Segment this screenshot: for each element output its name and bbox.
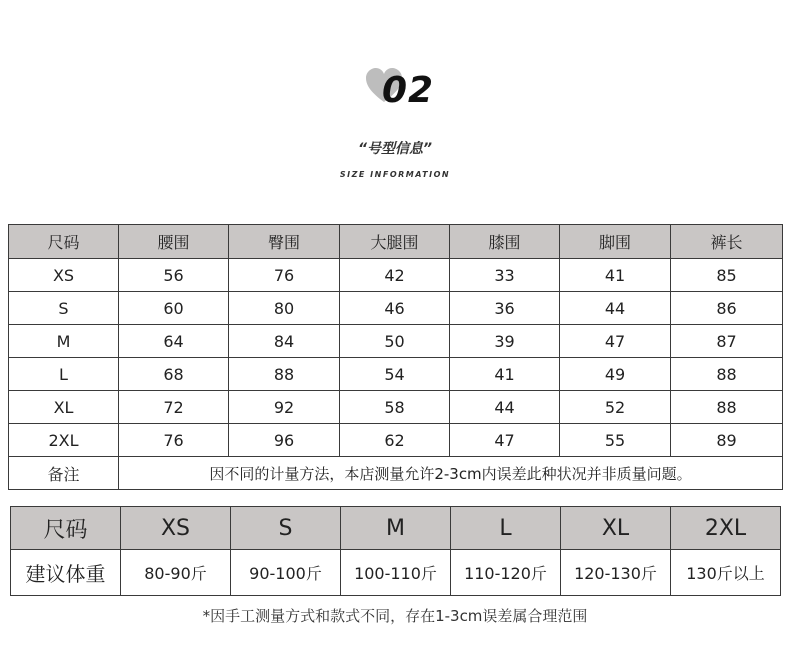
footnote: *因手工测量方式和款式不同，存在1-3cm误差属合理范围 <box>202 607 588 625</box>
table-cell: 88 <box>671 358 783 391</box>
table-cell: 56 <box>119 259 229 292</box>
header-cell: 脚围 <box>560 225 671 259</box>
table-cell: 76 <box>119 424 229 457</box>
table-cell: 88 <box>229 358 340 391</box>
table-cell: XS <box>9 259 119 292</box>
table-cell: XL <box>9 391 119 424</box>
table-row <box>9 325 783 358</box>
table-cell: 100-110斤 <box>341 550 451 596</box>
table-cell: 89 <box>671 424 783 457</box>
table-cell: 58 <box>340 391 450 424</box>
table-cell: 44 <box>450 391 560 424</box>
note-row <box>9 457 783 490</box>
table-cell: 62 <box>340 424 450 457</box>
header-cell: 2XL <box>671 507 781 550</box>
table-cell: 120-130斤 <box>561 550 671 596</box>
table-cell: 86 <box>671 292 783 325</box>
table-cell: 90-100斤 <box>231 550 341 596</box>
table-row <box>9 358 783 391</box>
table-cell: 80 <box>229 292 340 325</box>
table-cell: 72 <box>119 391 229 424</box>
section-subtitle-en: SIZE INFORMATION <box>339 170 451 179</box>
table-cell: 41 <box>450 358 560 391</box>
table-cell: M <box>9 325 119 358</box>
header-cell: 尺码 <box>9 225 119 259</box>
table-cell: L <box>9 358 119 391</box>
table-cell: 96 <box>229 424 340 457</box>
weight-table-header <box>11 507 781 550</box>
header-cell: 大腿围 <box>340 225 450 259</box>
table-cell: 60 <box>119 292 229 325</box>
table-cell: 36 <box>450 292 560 325</box>
table-cell: 92 <box>229 391 340 424</box>
size-table-header <box>9 225 783 259</box>
table-cell: 33 <box>450 259 560 292</box>
header-cell: XS <box>121 507 231 550</box>
table-cell: 88 <box>671 391 783 424</box>
header-cell: M <box>341 507 451 550</box>
table-cell: 87 <box>671 325 783 358</box>
table-cell: 68 <box>119 358 229 391</box>
table-cell: 44 <box>560 292 671 325</box>
table-cell: 85 <box>671 259 783 292</box>
header-cell: L <box>451 507 561 550</box>
table-cell: 64 <box>119 325 229 358</box>
table-cell: 47 <box>560 325 671 358</box>
note-label: 备注 <box>9 457 119 490</box>
section-logo <box>362 64 452 114</box>
table-row <box>9 424 783 457</box>
table-row <box>9 391 783 424</box>
header-cell: 尺码 <box>11 507 121 550</box>
section-number: 02 <box>382 70 435 111</box>
header-cell: 裤长 <box>671 225 783 259</box>
table-row <box>9 259 783 292</box>
table-cell: 55 <box>560 424 671 457</box>
table-cell: 46 <box>340 292 450 325</box>
table-cell: S <box>9 292 119 325</box>
table-cell: 84 <box>229 325 340 358</box>
table-cell: 50 <box>340 325 450 358</box>
note-text: 因不同的计量方法，本店测量允许2-3cm内误差此种状况并非质量问题。 <box>119 457 783 490</box>
header-cell: 臀围 <box>229 225 340 259</box>
size-table <box>8 224 783 490</box>
row-label: 建议体重 <box>11 550 121 596</box>
table-cell: 42 <box>340 259 450 292</box>
table-cell: 76 <box>229 259 340 292</box>
table-cell: 54 <box>340 358 450 391</box>
table-cell: 80-90斤 <box>121 550 231 596</box>
table-row <box>11 550 781 596</box>
header-cell: 膝围 <box>450 225 560 259</box>
section-subtitle: “号型信息” <box>357 141 433 157</box>
table-row <box>9 292 783 325</box>
table-cell: 39 <box>450 325 560 358</box>
weight-table <box>10 506 781 596</box>
table-cell: 130斤以上 <box>671 550 781 596</box>
table-cell: 2XL <box>9 424 119 457</box>
table-cell: 49 <box>560 358 671 391</box>
table-cell: 47 <box>450 424 560 457</box>
table-cell: 41 <box>560 259 671 292</box>
header-cell: S <box>231 507 341 550</box>
table-cell: 52 <box>560 391 671 424</box>
header-cell: 腰围 <box>119 225 229 259</box>
table-cell: 110-120斤 <box>451 550 561 596</box>
header-cell: XL <box>561 507 671 550</box>
